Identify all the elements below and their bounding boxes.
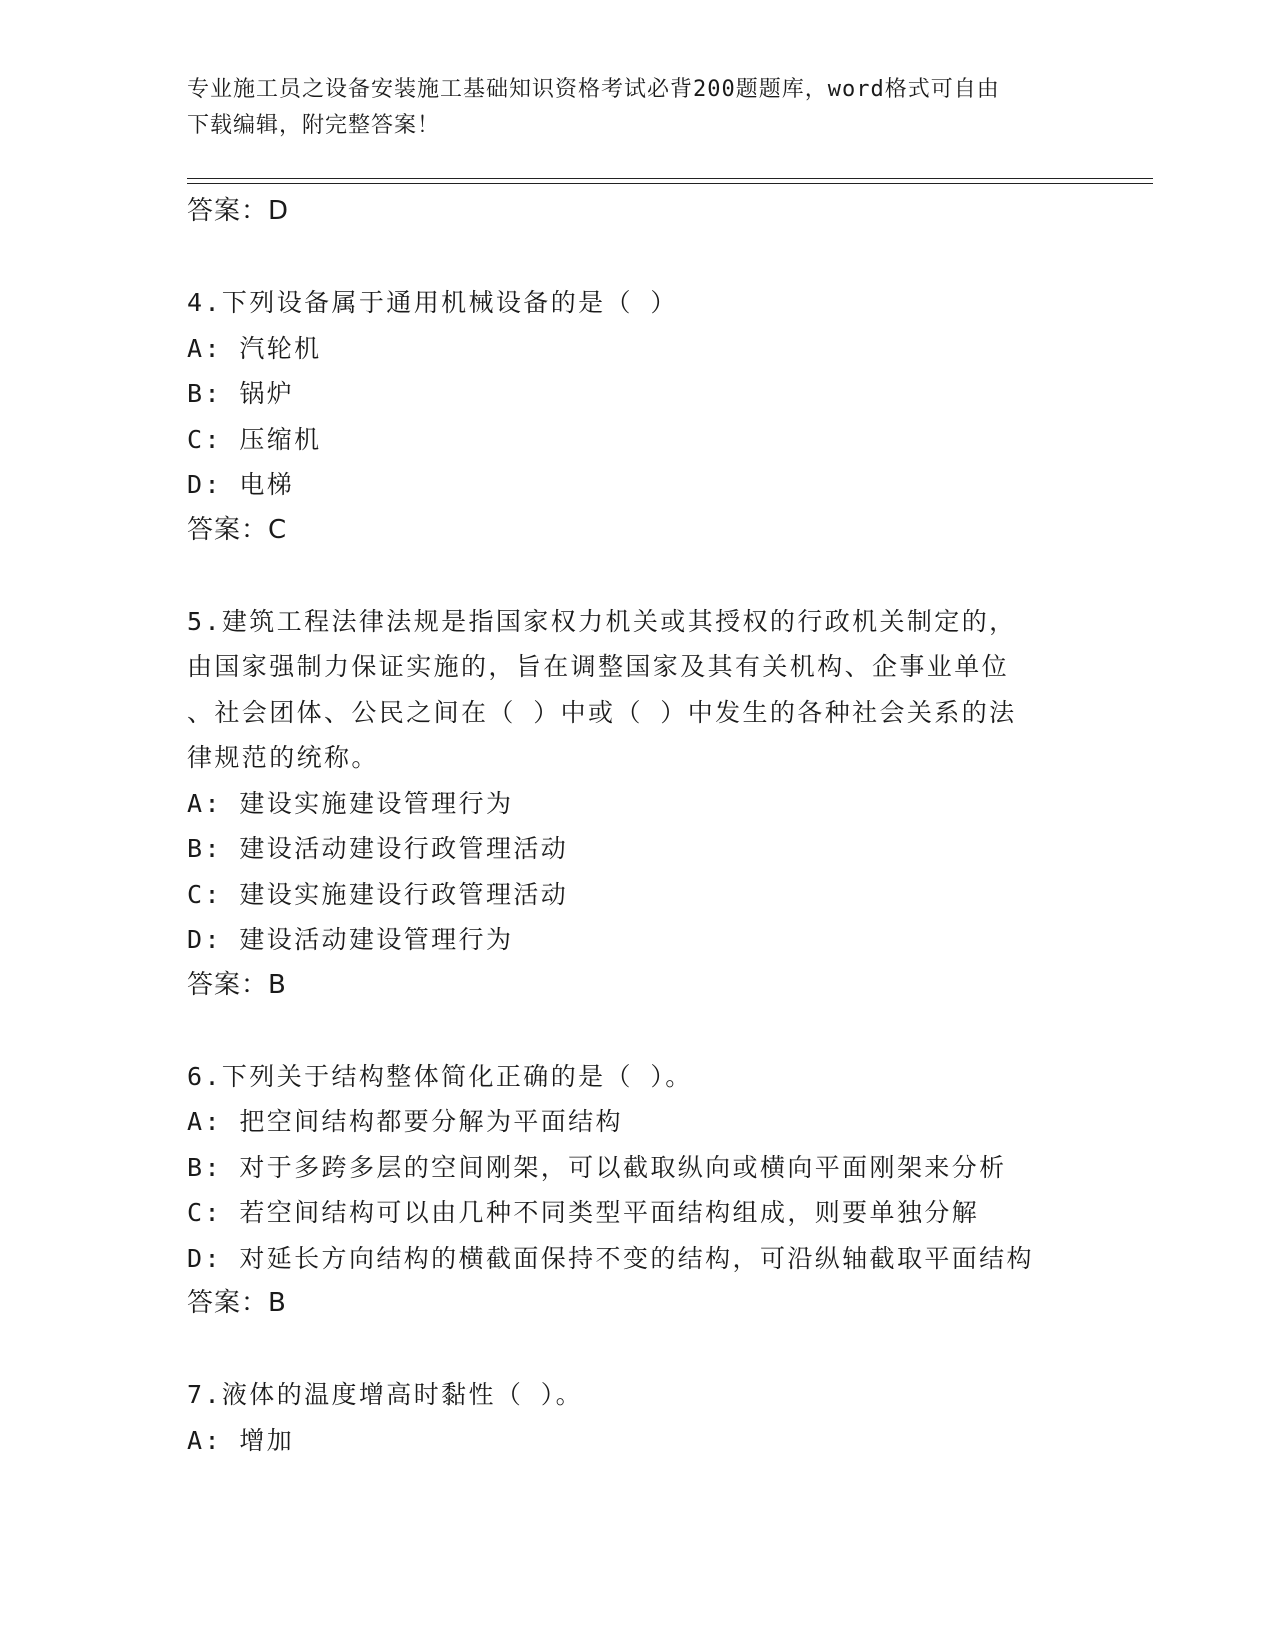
option-a: A: 增加	[187, 1425, 295, 1455]
spacer	[187, 1327, 1087, 1373]
question-text-line-1: 5.建筑工程法律法规是指国家权力机关或其授权的行政机关制定的，	[187, 606, 1017, 636]
document-header	[187, 72, 1077, 144]
question-text-line-3: 、社会团体、公民之间在（ ）中或（ ）中发生的各种社会关系的法	[187, 697, 1017, 727]
option-b: B: 锅炉	[187, 379, 295, 408]
question-6	[187, 1054, 1087, 1327]
question-text-line-4: 律规范的统称。	[187, 743, 379, 772]
option-b: B: 对于多跨多层的空间刚架，可以截取纵向或横向平面刚架来分析	[187, 1152, 1007, 1182]
option-c: C: 压缩机	[187, 424, 322, 454]
header-divider-top	[187, 178, 1153, 179]
spacer	[187, 1008, 1087, 1054]
option-c: C: 建设实施建设行政管理活动	[187, 879, 569, 909]
answer-line: 答案：B	[187, 1288, 287, 1318]
option-d: D: 建设活动建设管理行为	[187, 925, 514, 954]
answer-line: 答案：C	[187, 514, 288, 545]
option-d: D: 对延长方向结构的横截面保持不变的结构，可沿纵轴截取平面结构	[187, 1243, 1034, 1273]
question-text: 4.下列设备属于通用机械设备的是（ ）	[187, 288, 678, 317]
answer-line: 答案：B	[187, 969, 287, 1000]
header-line-1: 专业施工员之设备安装施工基础知识资格考试必背200题题库，word格式可自由	[187, 77, 1000, 102]
question-5	[187, 599, 1087, 1009]
question-text: 6.下列关于结构整体简化正确的是（ ）。	[187, 1061, 693, 1091]
option-a: A: 建设实施建设管理行为	[187, 788, 514, 818]
answer-line: 答案：D	[187, 196, 290, 226]
question-list	[187, 189, 1087, 1463]
question-4	[187, 280, 1087, 553]
header-line-2: 下载编辑，附完整答案！	[187, 113, 441, 138]
spacer	[187, 553, 1087, 599]
question-7	[187, 1372, 1087, 1463]
spacer	[187, 235, 1087, 281]
header-divider-bottom	[187, 183, 1153, 184]
option-d: D: 电梯	[187, 470, 295, 499]
option-c: C: 若空间结构可以由几种不同类型平面结构组成，则要单独分解	[187, 1198, 980, 1227]
question-text: 7.液体的温度增高时黏性（ ）。	[187, 1380, 584, 1409]
option-b: B: 建设活动建设行政管理活动	[187, 834, 569, 863]
option-a: A: 汽轮机	[187, 333, 322, 363]
option-a: A: 把空间结构都要分解为平面结构	[187, 1107, 623, 1136]
question-text-line-2: 由国家强制力保证实施的，旨在调整国家及其有关机构、企事业单位	[187, 652, 1010, 681]
